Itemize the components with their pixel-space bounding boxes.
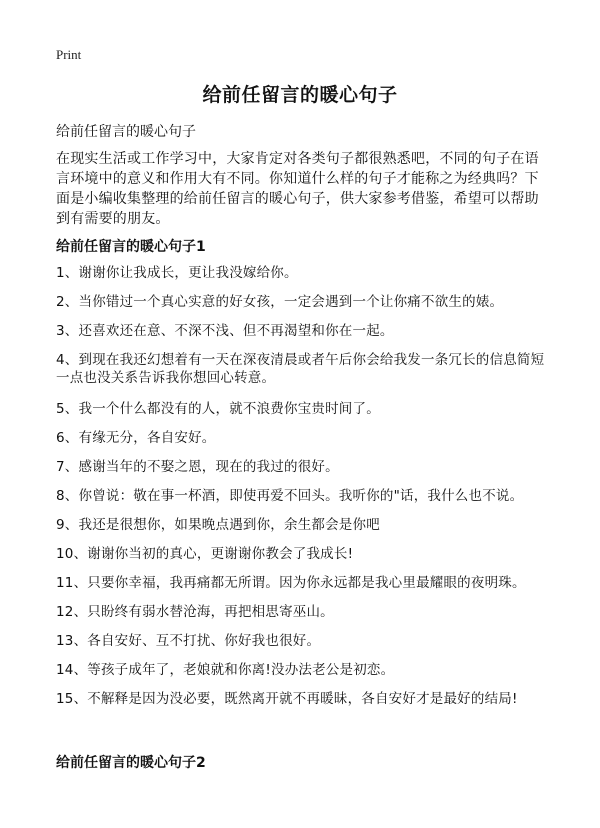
sentence-list (56, 264, 548, 719)
page-title: 给前任留言的暖心句子 (202, 84, 398, 106)
list-item: 14、等孩子成年了，老娘就和你离!没办法老公是初恋。 (56, 662, 395, 678)
list-item: 11、只要你幸福，我再痛都无所谓。因为你永远都是我心里最耀眼的夜明珠。 (56, 575, 526, 591)
document-subtitle: 给前任留言的暖心句子 (56, 124, 196, 140)
list-item: 15、不解释是因为没必要，既然离开就不再暖昧，各自安好才是最好的结局! (56, 691, 518, 707)
list-item: 6、有缘无分，各自安好。 (56, 430, 216, 446)
section-heading-1: 给前任留言的暖心句子1 (56, 239, 206, 255)
list-item: 4、到现在我还幻想着有一天在深夜清晨或者午后你会给我发一条冗长的信息简短一点也没关系告诉我你想回心转意。 (56, 352, 545, 386)
list-item: 13、各自安好、互不打扰、你好我也很好。 (56, 633, 321, 649)
list-item: 2、当你错过一个真心实意的好女孩，一定会遇到一个让你痛不欲生的婊。 (56, 294, 504, 310)
list-item: 9、我还是很想你，如果晚点遇到你，余生都会是你吧 (56, 517, 380, 533)
print-link[interactable]: Print (56, 47, 82, 62)
section-heading-2: 给前任留言的暖心句子2 (56, 755, 206, 771)
list-item: 7、感谢当年的不娶之恩，现在的我过的很好。 (56, 459, 339, 475)
list-item: 8、你曾说：敬在事一杯酒，即使再爱不回头。我听你的"话，我什么也不说。 (56, 488, 524, 504)
intro-paragraph: 在现实生活或工作学习中，大家肯定对各类句子都很熟悉吧，不同的句子在语言环境中的意义和作用大有不同。你知道什么样的句子才能称之为经典吗？下面是小编收集整理的给前任留言的暖心句子，供大家参考借鉴，希望可以帮助到有需要的朋友。 (56, 151, 539, 227)
list-item: 3、还喜欢还在意、不深不浅、但不再渴望和你在一起。 (56, 323, 394, 339)
list-item: 12、只盼终有弱水替沧海，再把相思寄巫山。 (56, 604, 334, 620)
list-item: 1、谢谢你让我成长，更让我没嫁给你。 (56, 265, 298, 281)
list-item: 10、谢谢你当初的真心，更谢谢你教会了我成长! (56, 546, 354, 562)
list-item: 5、我一个什么都没有的人，就不浪费你宝贵时间了。 (56, 401, 380, 417)
